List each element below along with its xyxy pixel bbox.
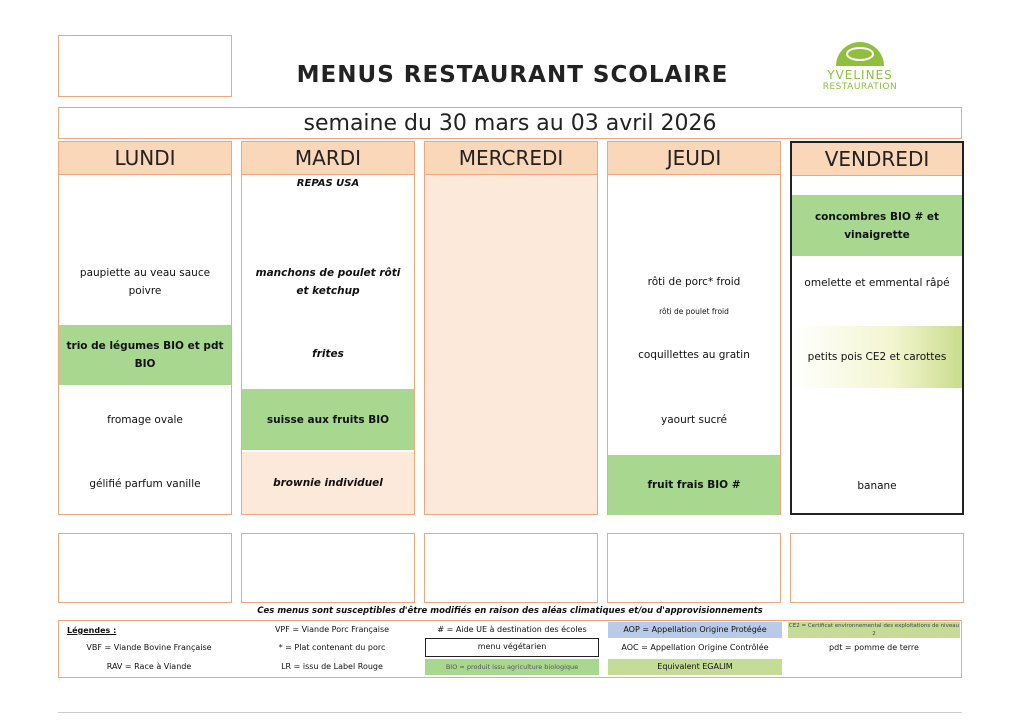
menu-side-jeudi: coquillettes au gratin — [638, 349, 750, 361]
menu-theme-mardi: REPAS USA — [296, 178, 360, 189]
logo-text-restauration: RESTAURATION — [822, 82, 898, 92]
page-title: MENUS RESTAURANT SCOLAIRE — [296, 62, 729, 88]
bottom-box-mercredi — [424, 533, 598, 603]
legend-bio: BIO = produit issu agriculture biologique — [425, 659, 599, 675]
legend-lr: LR = issu de Label Rouge — [281, 662, 383, 671]
menu-dessert-lundi: gélifié parfum vanille — [89, 478, 201, 490]
week-range: semaine du 30 mars au 03 avril 2026 — [58, 107, 962, 139]
menu-main-lundi: paupiette au veau sauce poivre — [79, 267, 211, 297]
bottom-box-jeudi — [607, 533, 781, 603]
legend-vegetarien: menu végétarien — [425, 638, 599, 657]
menu-main-mardi: manchons de poulet rôti et ketchup — [255, 267, 401, 297]
menu-dessert-jeudi: fruit frais BIO # — [608, 455, 780, 515]
day-column-jeudi — [607, 141, 781, 515]
day-header-vendredi: VENDREDI — [792, 143, 962, 176]
legend-aide: # = Aide UE à destination des écoles — [437, 625, 587, 634]
day-column-vendredi — [790, 141, 964, 515]
day-header-mercredi: MERCREDI — [425, 142, 597, 175]
legend-egalim: Equivalent EGALIM — [608, 659, 782, 675]
logo — [805, 28, 915, 98]
legend — [58, 620, 962, 678]
legend-aop: AOP = Appellation Origine Protégée — [608, 622, 782, 638]
legend-ce2: CE2 = Certificat environnemental des exploitations de niveau 2 — [788, 623, 960, 637]
legend-aoc: AOC = Appellation Origine Contrôlée — [621, 643, 769, 652]
menu-dairy-lundi: fromage ovale — [107, 414, 183, 426]
menu-main-vendredi: omelette et emmental râpé — [804, 277, 950, 289]
top-left-box — [58, 35, 232, 97]
menu-dairy-mardi: suisse aux fruits BIO — [242, 389, 414, 450]
menu-side-lundi: trio de légumes BIO et pdt BIO — [59, 325, 231, 385]
menu-starter-vendredi: concombres BIO # et vinaigrette — [792, 195, 962, 256]
day-column-lundi — [58, 141, 232, 515]
disclaimer-notice: Ces menus sont susceptibles d'être modifiés en raison des aléas climatiques et/ou d'approvisionnements — [257, 606, 763, 616]
legend-pdt: pdt = pomme de terre — [829, 643, 919, 652]
menu-dessert-mardi: brownie individuel — [242, 452, 414, 514]
logo-text-yvelines: YVELINES — [827, 68, 893, 82]
page-bottom-rule — [58, 712, 962, 713]
day-header-jeudi: JEUDI — [608, 142, 780, 175]
menu-main-jeudi: rôti de porc* froid — [647, 276, 741, 288]
legend-vbf: VBF = Viande Bovine Française — [86, 643, 212, 652]
day-column-mercredi — [424, 141, 598, 515]
menu-dairy-jeudi: yaourt sucré — [661, 414, 727, 426]
legend-rav: RAV = Race à Viande — [106, 662, 192, 671]
day-header-lundi: LUNDI — [59, 142, 231, 175]
legend-title: Légendes : — [67, 626, 117, 635]
menu-dessert-vendredi: banane — [857, 480, 897, 492]
menu-alt-jeudi: rôti de poulet froid — [659, 307, 729, 316]
day-column-mardi — [241, 141, 415, 515]
day-header-mardi: MARDI — [242, 142, 414, 175]
menu-side-vendredi: petits pois CE2 et carottes — [792, 326, 962, 388]
bottom-box-mardi — [241, 533, 415, 603]
menu-side-mardi: frites — [312, 348, 344, 360]
bottom-box-lundi — [58, 533, 232, 603]
bottom-box-vendredi — [790, 533, 964, 603]
logo-dome-icon — [832, 28, 888, 68]
legend-vpf: VPF = Viande Porc Française — [274, 625, 390, 634]
legend-porc: * = Plat contenant du porc — [278, 643, 386, 652]
